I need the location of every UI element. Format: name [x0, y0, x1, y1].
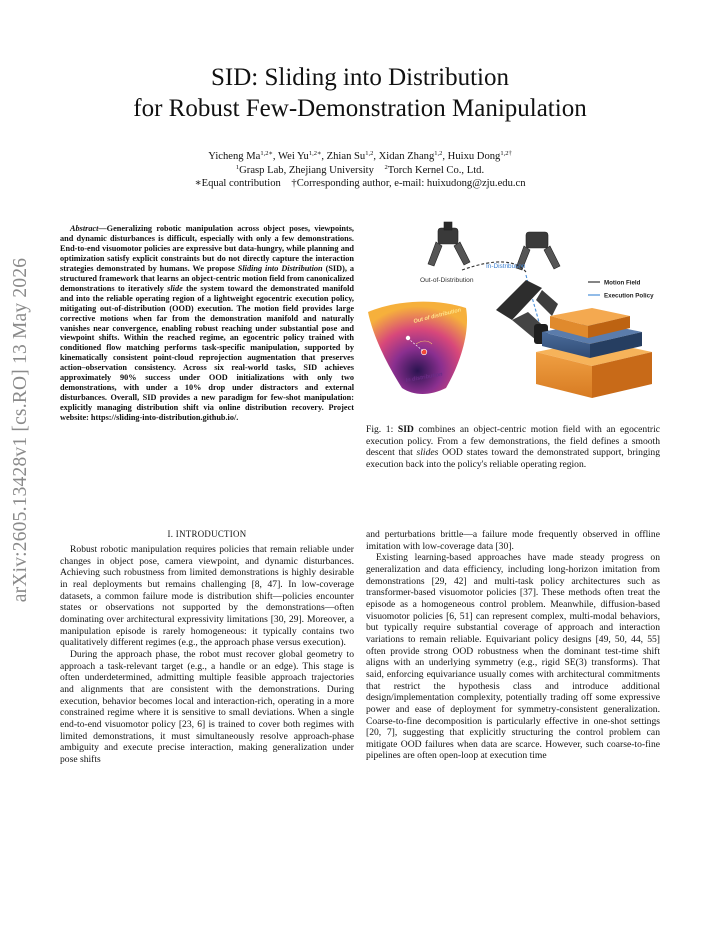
title-line-2: for Robust Few-Demonstration Manipulation [133, 95, 587, 122]
title-line-1: SID: Sliding into Distribution [211, 64, 509, 91]
affiliations: $^1$Grasp Lab, Zhejiang University $^2$Torch Kernel Co., Ltd. [235, 163, 485, 176]
author-block [60, 150, 660, 191]
label-out-of-distribution-surface: Out of distribution [413, 307, 462, 325]
legend-motion-field: Motion Field [604, 279, 641, 287]
author-notes: ∗Equal contribution †Corresponding author, e-mail: huixudong@zju.edu.cn [194, 178, 526, 189]
label-in-distribution: In-Distribution [486, 263, 526, 270]
paragraph: and perturbations brittle—a failure mode frequently observed in offline imitation with low-coverage data [30]. [366, 529, 660, 552]
arxiv-stamp: arXiv:2605.13428v1 [cs.RO] 13 May 2026 [10, 257, 31, 603]
intro-right-column [366, 529, 660, 762]
paragraph: During the approach phase, the robot must recover global geometry to approach a task-relevant target (e.g., a handle or an edge). This stage is often underdetermined, admitting multiple feasible approach trajectories and alignments that are consistent with the demonstrations. During execution, behavior becomes local and interaction-rich, operating in a more constrained regime where it is sensitive to small deviations. When a single end-to-end visuomotor policy [23, 6] is trained to cover both regimes with limited demonstrations, it must simultaneously resolve approach-phase ambiguity and execute precise interaction, making generalization under pose shifts [60, 648, 354, 765]
label-out-of-distribution: Out-of-Distribution [420, 277, 474, 284]
paragraph: Robust robotic manipulation requires policies that remain reliable under changes in object pose, camera viewpoint, and dynamic disturbances. Achieving such robustness from limited demonstrations is highly desirable in real deployments but remains challenging [8, 47]. In low-coverage datasets, a common failure mode is distribution shift—policies encounter states or observations not supported by the demonstrations—often dominating over architectural expressivity limitations [30, 29]. Moreover, a manipulation episode is rarely homogeneous: it typically contains two qualitatively different regimes (e.g., the approach phase versus execution). [60, 544, 354, 649]
figure-1 [366, 220, 660, 408]
label-in-distribution-surface: In distribution [405, 371, 444, 384]
paper-title [60, 62, 660, 124]
abstract: Abstract—Generalizing robotic manipulation across object poses, viewpoints, and dynamic disturbances is difficult, especially with only a few demonstrations. End-to-end visuomotor policies are expressive but data-hungry, while planning and optimization satisfy explicit constraints but do not directly capture the interaction strategies demonstrated by humans. We propose Sliding into Distribution (SID), a structured framework that learns an object-centric motion field from canonicalized demonstrations to iteratively slide the system toward the demonstrated manifold and into the reliable operating region of a lightweight egocentric execution policy, mitigating out-of-distribution (OOD) execution. The motion field provides large corrective motions when far from the demonstration manifold and naturally vanishes near convergence, enabling robust reaching under substantial pose and viewpoint shifts. Within the reached regime, an egocentric policy trained with conditioned flow matching performs task-specific manipulation, supported by kinematically consistent point-cloud reprojection augmentation that preserves action–observation consistency. Across six real-world tasks, SID achieves approximately 90% success under OOD initializations with only two demonstrations, with under a 10% drop under distractors and external disturbances. Overall, SID provides a new paradigm for few-shot manipulation: explicitly managing distribution shift via online distribution recovery. Project website: https://sliding-into-distribution.github.io/. [60, 224, 354, 423]
author-names: Yicheng $Ma^{1,2∗}$, Wei $Yu^{1,2∗}$, Zhian Su$^{1,2}$, Xidan Zhang$^{1,2}$, Huixu Dong$^{1,2\dagger}$ [208, 150, 512, 162]
legend-execution-policy: Execution Policy [604, 292, 654, 300]
paragraph: Existing learning-based approaches have made steady progress on generalization and data efficiency, including long-horizon imitation from demonstrations [29, 42] and multi-task policy architectures such as transformer-based visuomotor policies [37]. These methods often treat the episode as a homogeneous control problem. Meanwhile, diffusion-based visuomotor policies [6, 51] can represent complex, multi-modal behaviors, but typically require substantial coverage of approach and interaction variations to remain reliable. Equivariant policy designs [49, 50, 44, 55] often provide strong OOD robustness when the dominant test-time shift aligns with an underlying symmetry (e.g., rigid SE(3) transforms). That said, enforcing equivariance usually comes with architectural commitments that restrict the hypothesis class and introduce additional design/implementation complexity, potentially trading off some expressive power and ease of deployment for symmetry-consistent generalization. Coarse-to-fine decomposition is particularly effective in one-shot settings [20, 7], suggesting that explicitly structuring the control problem can mitigate OOD failures when data are scarce. However, such coarse-to-fine pipelines are often open-loop at execution time [366, 552, 660, 762]
intro-left-column [60, 544, 354, 765]
figure-illustration [366, 220, 660, 408]
figure-caption: Fig. 1: SID combines an object-centric motion field with an egocentric execution policy. From a few demonstrations, the field defines a smooth descent that slides OOD states toward the demonstrated support, bringing execution back into the policy's reliable operating region. [366, 424, 661, 471]
abstract-label: Abstract [70, 224, 99, 233]
section-heading: I. INTRODUCTION [167, 529, 247, 539]
